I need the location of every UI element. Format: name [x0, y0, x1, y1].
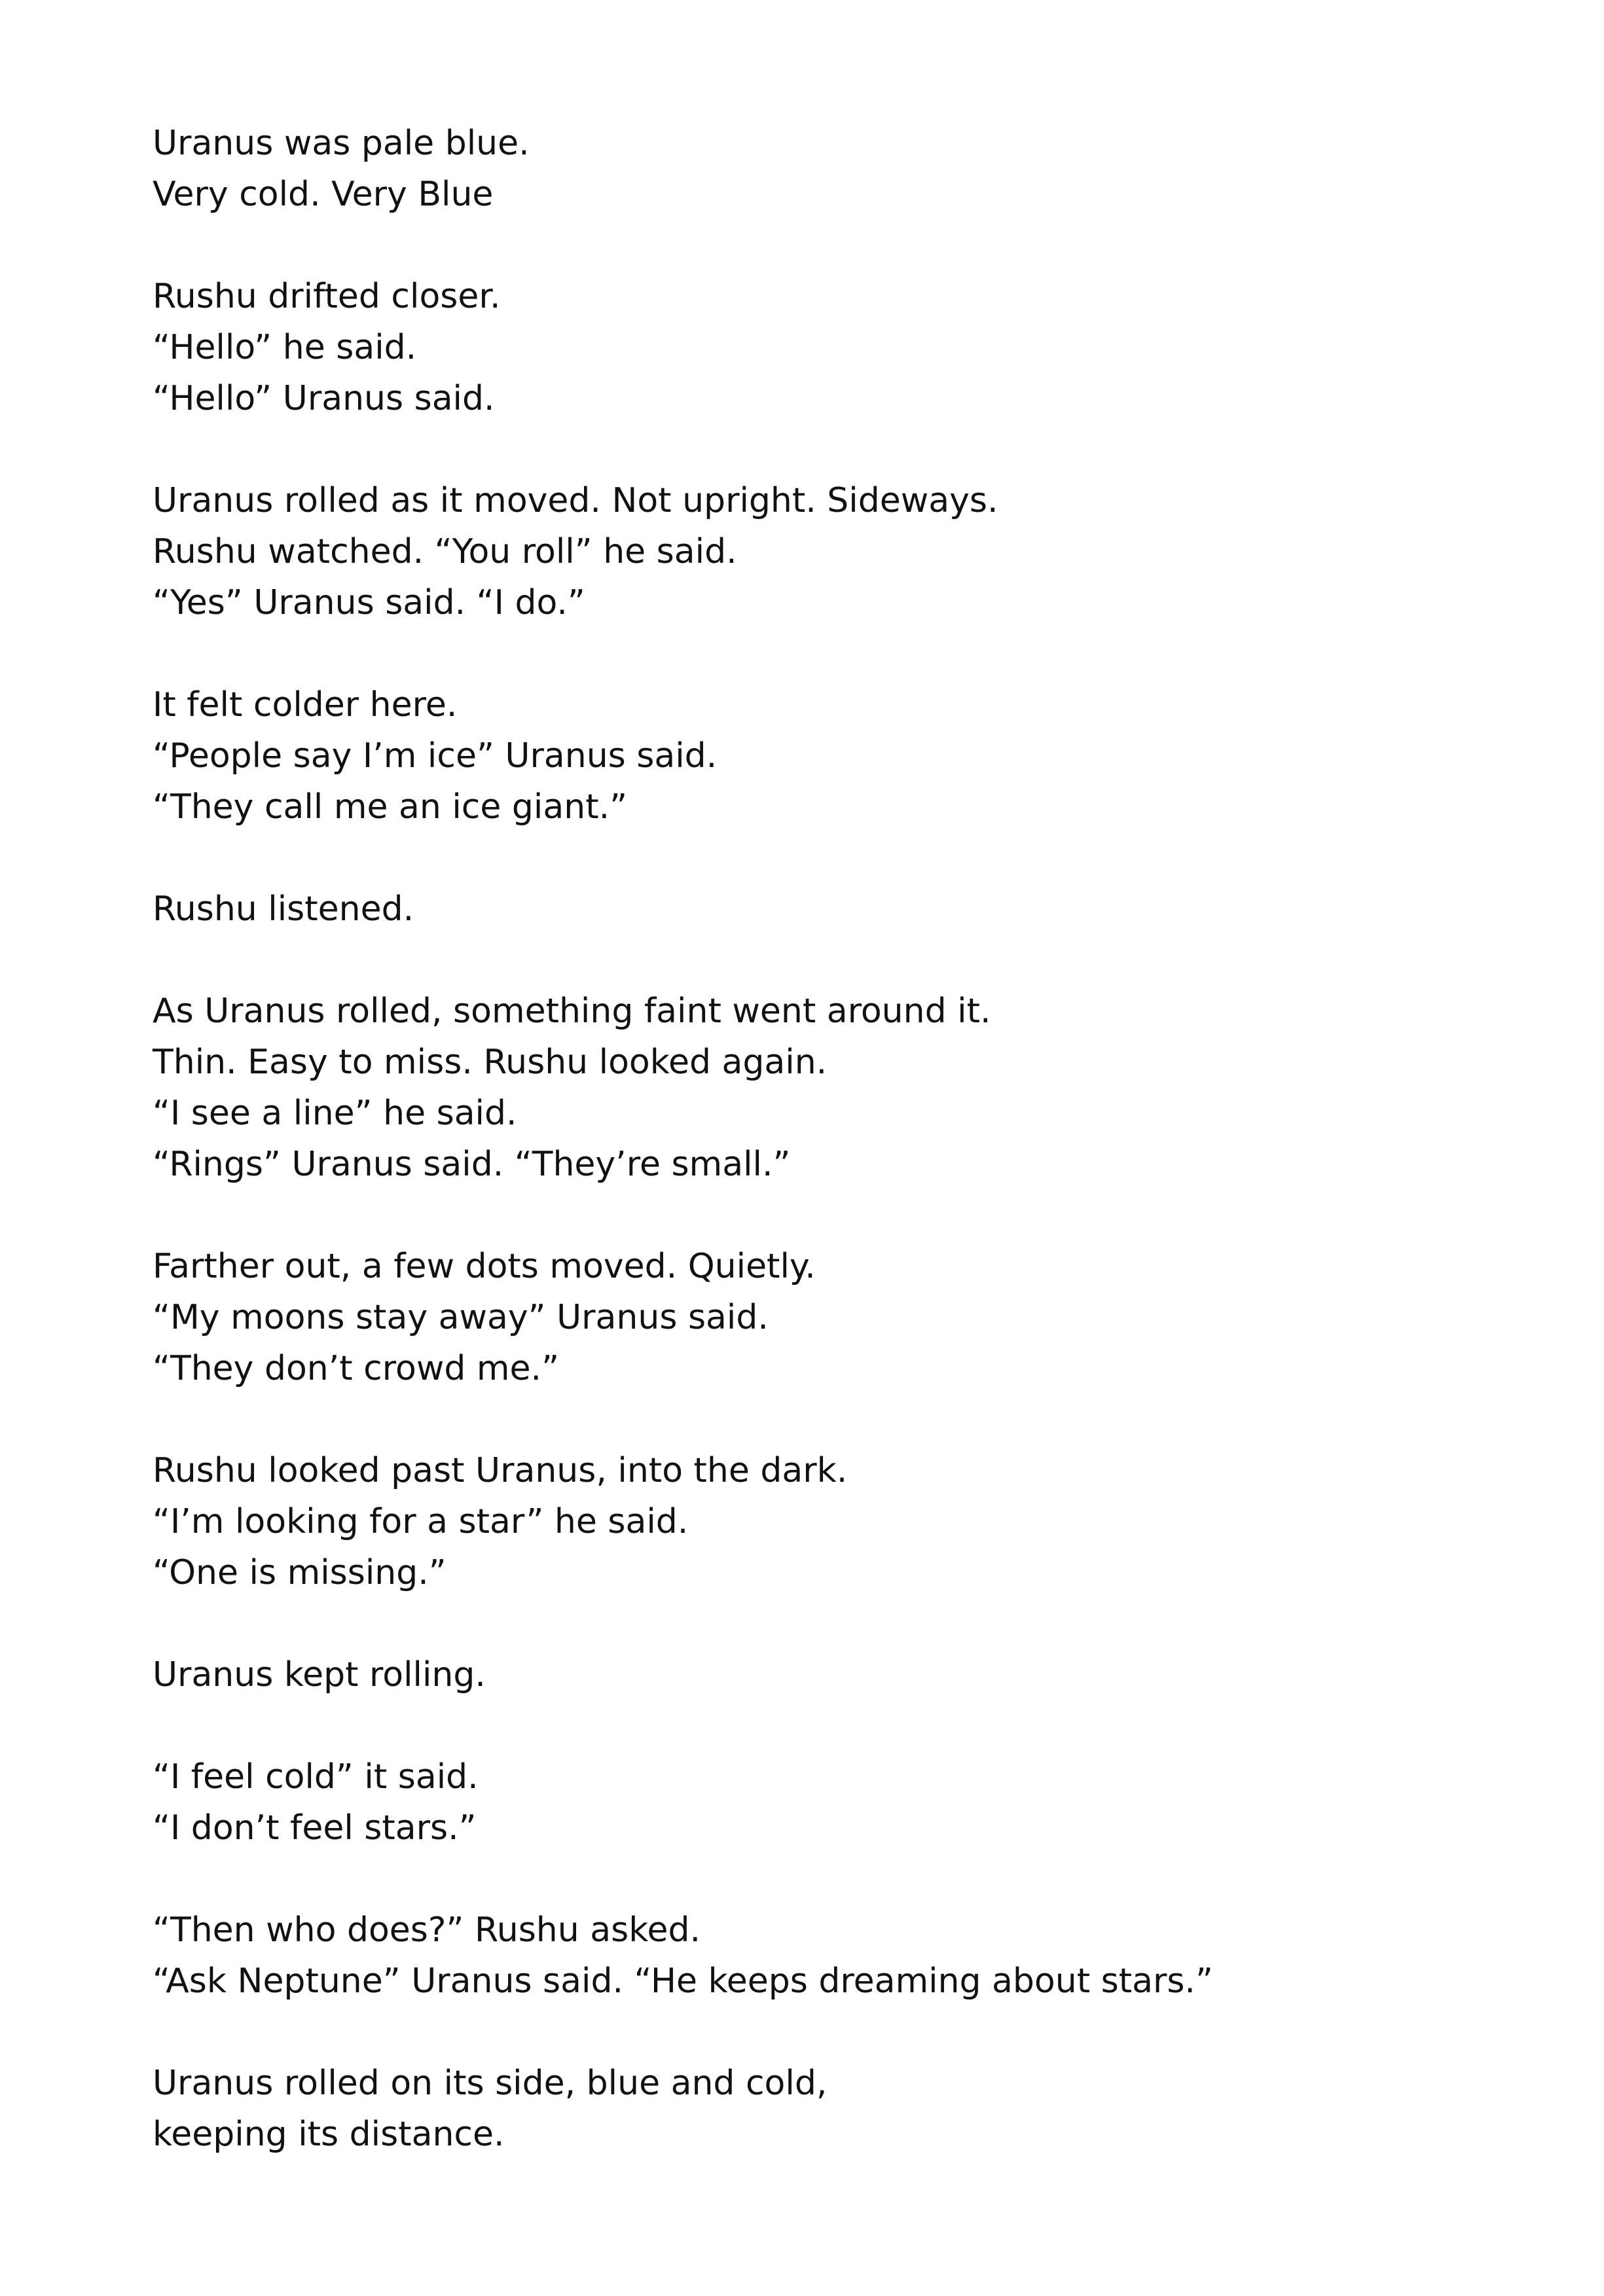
paragraph — [153, 884, 1462, 935]
text-line: Rushu looked past Uranus, into the dark. — [153, 1451, 848, 1490]
text-line: Uranus kept rolling. — [153, 1655, 486, 1695]
text-line: “Rings” Uranus said. “They’re small.” — [153, 1145, 791, 1184]
paragraph — [153, 1241, 1462, 1394]
text-line: “My moons stay away” Uranus said. — [153, 1298, 769, 1337]
text-line: “Ask Neptune” Uranus said. “He keeps dreaming about stars.” — [153, 1962, 1213, 2001]
paragraph — [153, 986, 1462, 1190]
paragraph — [153, 1445, 1462, 1598]
paragraph — [153, 1905, 1462, 2007]
paragraph — [153, 118, 1462, 220]
text-line: Thin. Easy to miss. Rushu looked again. — [153, 1043, 828, 1082]
paragraph — [153, 1751, 1462, 1854]
text-line: “I see a line” he said. — [153, 1094, 517, 1133]
text-line: “People say I’m ice” Uranus said. — [153, 736, 718, 776]
text-line: Very cold. Very Blue — [153, 175, 494, 214]
text-line: “One is missing.” — [153, 1553, 447, 1592]
text-line: “I don’t feel stars.” — [153, 1808, 477, 1848]
text-line: “Yes” Uranus said. “I do.” — [153, 583, 585, 622]
text-line: “They don’t crowd me.” — [153, 1349, 560, 1388]
text-line: “I’m looking for a star” he said. — [153, 1502, 689, 1541]
text-line: “They call me an ice giant.” — [153, 787, 628, 827]
text-line: Uranus rolled on its side, blue and cold, — [153, 2064, 828, 2103]
text-line: “I feel cold” it said. — [153, 1757, 479, 1797]
text-line: It felt colder here. — [153, 685, 458, 725]
text-line: keeping its distance. — [153, 2115, 505, 2154]
text-line: Uranus was pale blue. — [153, 124, 530, 163]
paragraph — [153, 1649, 1462, 1700]
paragraph — [153, 475, 1462, 628]
text-line: “Hello” Uranus said. — [153, 379, 495, 418]
text-line: Rushu listened. — [153, 889, 414, 929]
text-line: Rushu drifted closer. — [153, 277, 501, 316]
text-line: As Uranus rolled, something faint went around it. — [153, 992, 991, 1031]
text-line: Uranus rolled as it moved. Not upright. Sideways. — [153, 481, 998, 520]
text-line: Rushu watched. “You roll” he said. — [153, 532, 737, 571]
story-text — [153, 118, 1462, 2160]
paragraph — [153, 271, 1462, 424]
paragraph — [153, 679, 1462, 833]
text-line: Farther out, a few dots moved. Quietly. — [153, 1247, 816, 1286]
text-line: “Hello” he said. — [153, 328, 417, 367]
paragraph — [153, 2058, 1462, 2160]
text-line: “Then who does?” Rushu asked. — [153, 1910, 701, 1950]
